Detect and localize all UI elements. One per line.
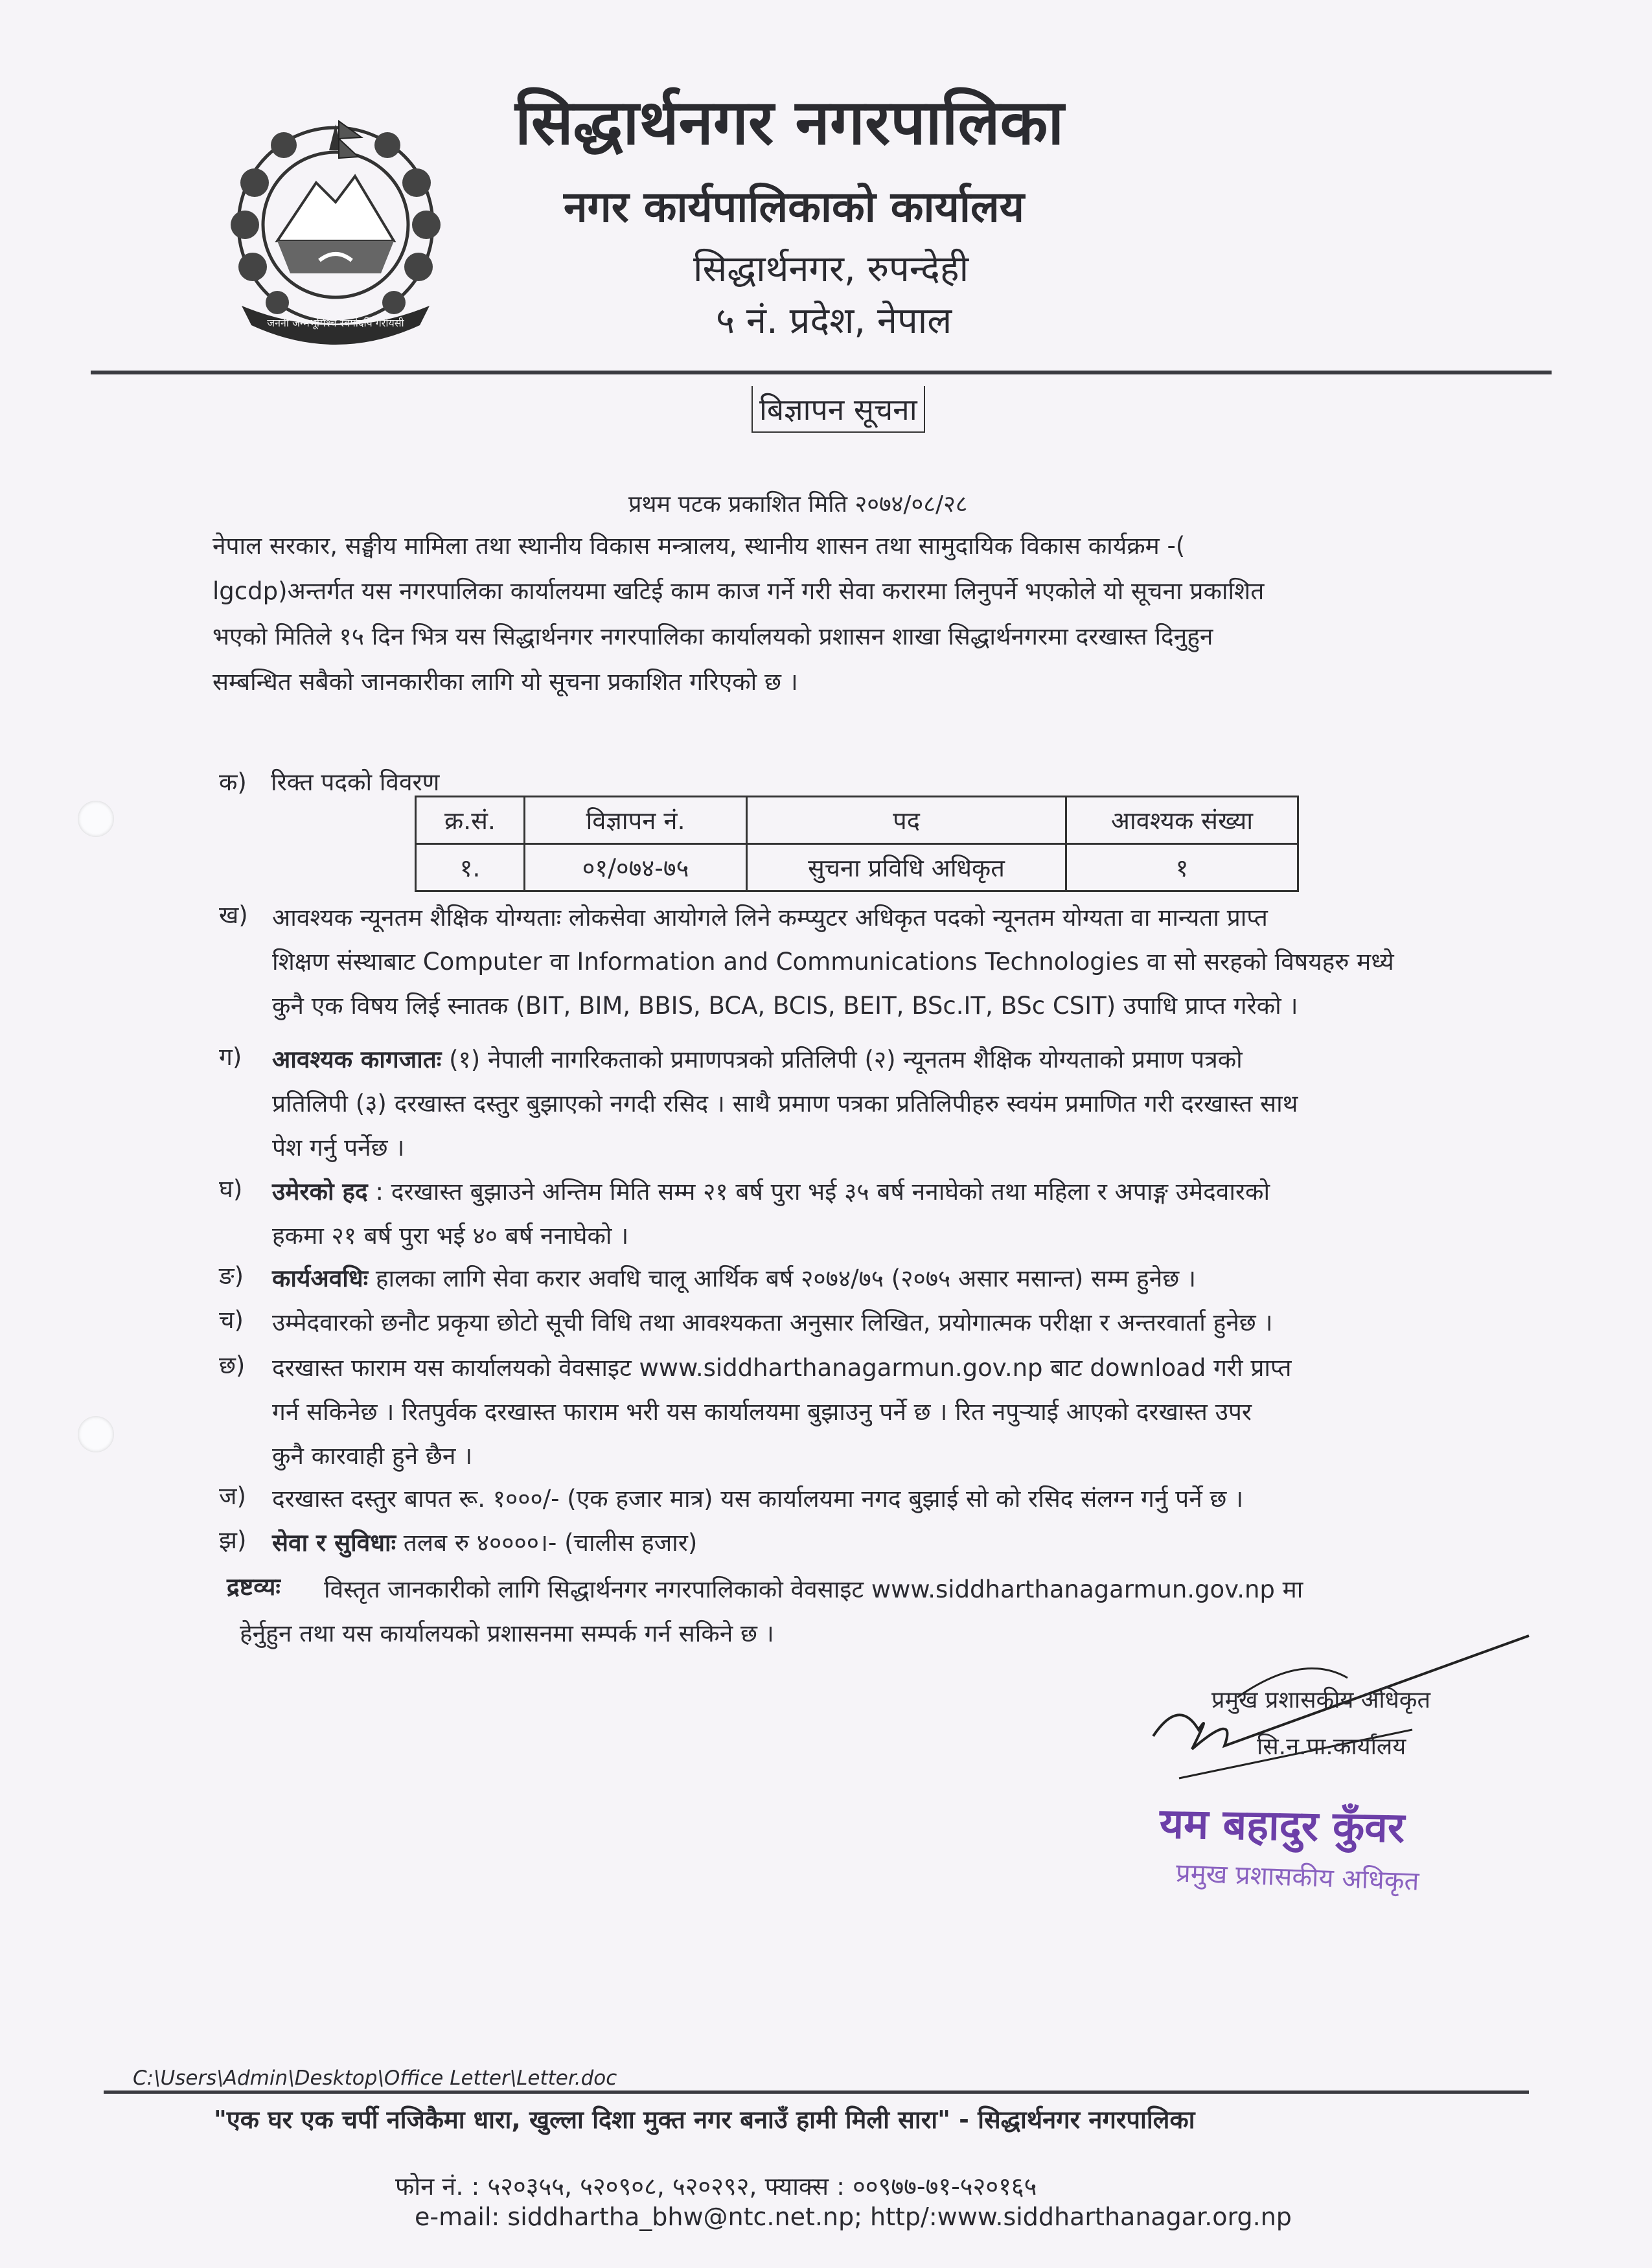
item-line: दरखास्त फाराम यस कार्यालयको वेवसाइट www.siddharthanagarmun.gov.np बाट download गरी प्राप्त	[272, 1354, 1292, 1382]
vacancy-title: रिक्त पदको विवरण	[271, 768, 440, 796]
intro-line: नेपाल सरकार, सङ्घीय मामिला तथा स्थानीय विकास मन्त्रालय, स्थानीय शासन तथा सामुदायिक विकास कार्यक्रम -(	[212, 532, 1186, 560]
item-text: तलब रु ४००००।- (चालीस हजार)	[396, 1529, 698, 1557]
note-line: हेर्नुहुन तथा यस कार्यालयको प्रशासनमा सम्पर्क गर्न सकिने छ ।	[240, 1620, 774, 1647]
fee-item	[272, 1477, 1503, 1521]
application-form-item	[272, 1346, 1503, 1478]
item-line: उम्मेदवारको छनौट प्रकृया छोटो सूची विधि तथा आवश्यकता अनुसार लिखित, प्रयोगात्मक परीक्षा र अन्तरवार्ता हुनेछ ।	[272, 1309, 1273, 1336]
item-bold-label: सेवा र सुविधाः	[272, 1529, 396, 1557]
cell-required-number: १	[1066, 844, 1298, 891]
item-label: च)	[219, 1306, 244, 1334]
header-divider	[91, 371, 1552, 374]
municipality-title: सिद्धार्थनगर नगरपालिका	[515, 86, 1064, 159]
item-line	[272, 1521, 1503, 1565]
vacancy-table	[415, 796, 1299, 892]
item-line	[272, 1170, 1503, 1214]
col-post: पद	[747, 797, 1066, 844]
table-row	[416, 844, 1298, 891]
item-label: ङ)	[219, 1262, 244, 1290]
stamp-name: यम बहादुर कुँवर	[1159, 1800, 1405, 1853]
item-text: : दरखास्त बुझाउने अन्तिम मिति सम्म २१ बर्ष पुरा भई ३५ बर्ष ननाघेको तथा महिला र अपाङ्ग उमेदवारको	[367, 1178, 1270, 1206]
item-line: प्रतिलिपी (३) दरखास्त दस्तुर बुझाएको नगदी रसिद । साथै प्रमाण पत्रका प्रतिलिपीहरु स्वयंम प्रमाणित गरी दरखास्त साथ	[272, 1090, 1298, 1117]
item-label: ख)	[219, 901, 248, 929]
intro-line: भएको मितिले १५ दिन भित्र यस सिद्धार्थनगर नगरपालिका कार्यालयको प्रशासन शाखा सिद्धार्थनगरमा दरखास्त दिनुहुन	[212, 623, 1213, 650]
intro-line: lgcdp)अन्तर्गत यस नगरपालिका कार्यालयमा खटिई काम काज गर्ने गरी सेवा करारमा लिनुपर्ने भएकोले यो सूचना प्रकाशित	[212, 577, 1265, 605]
vacancy-table-header	[416, 797, 1298, 844]
signatory-office: सि.न.पा.कार्यालय	[1257, 1734, 1406, 1760]
signatory-title: प्रमुख प्रशासकीय अधिकृत	[1211, 1687, 1430, 1713]
emblem-motto: जननी जन्मभूमिश्च स्वर्गादपि गरीयसी	[267, 317, 404, 329]
item-line: गर्न सकिनेछ । रितपुर्वक दरखास्त फाराम भरी यस कार्यालयमा बुझाउनु पर्ने छ । रित नपुऱ्याई आएको दरखास्त उपर	[272, 1398, 1252, 1426]
cell-ad-number: ०१/०७४-७५	[525, 844, 747, 891]
file-path: C:\Users\Admin\Desktop\Office Letter\Letter.doc	[133, 2067, 617, 2090]
item-line	[272, 1038, 1503, 1082]
col-serial: क्र.सं.	[416, 797, 525, 844]
office-province: ५ नं. प्रदेश, नेपाल	[716, 300, 952, 342]
item-line	[272, 1257, 1503, 1301]
cell-serial: १.	[416, 844, 525, 891]
intro-paragraph	[212, 523, 1502, 705]
item-line: शिक्षण संस्थाबाट Computer वा Information and Communications Technologies वा सो सरहको विषयहरु मध्ये	[272, 948, 1394, 976]
notice-heading: बिज्ञापन सूचना	[751, 386, 925, 433]
item-line: आवश्यक न्यूनतम शैक्षिक योग्यताः लोकसेवा आयोगले लिने कम्प्युटर अधिकृत पदको न्यूनतम योग्यता वा मान्यता प्राप्त	[272, 904, 1268, 932]
item-label: झ)	[219, 1526, 247, 1554]
age-limit-item	[272, 1170, 1503, 1258]
item-label: घ)	[219, 1175, 243, 1203]
intro-line: सम्बन्धित सबैको जानकारीका लागि यो सूचना प्रकाशित गरिएको छ ।	[212, 668, 798, 696]
office-location: सिद्धार्थनगर, रुपन्देही	[693, 248, 969, 290]
selection-item	[272, 1301, 1503, 1345]
item-bold-label: उमेरको हद	[272, 1178, 368, 1206]
office-subtitle: नगर कार्यपालिकाको कार्यालय	[564, 181, 1024, 232]
col-required-number: आवश्यक संख्या	[1066, 797, 1298, 844]
footer-phone: फोन नं. : ५२०३५५, ५२०९०८, ५२०२९२, फ्याक्स : ००९७७-७१-५२०१६५	[395, 2172, 1037, 2201]
footer-email: e-mail: siddhartha_bhw@ntc.net.np; http/:www.siddharthanagar.org.np	[415, 2203, 1292, 2231]
stamp-title: प्रमुख प्रशासकीय अधिकृत	[1175, 1858, 1420, 1897]
footer-divider	[104, 2090, 1529, 2094]
item-label: ग)	[219, 1043, 242, 1071]
punch-hole-top	[78, 801, 114, 837]
footer-slogan: "एक घर एक चर्पी नजिकैमा धारा, खुल्ला दिशा मुक्त नगर बनाउँ हामी मिली सारा" - सिद्धार्थनगर नगरपालिका	[214, 2105, 1195, 2134]
cell-post: सुचना प्रविधि अधिकृत	[747, 844, 1066, 891]
item-line: पेश गर्नु पर्नेछ ।	[272, 1134, 405, 1162]
nepal-emblem	[206, 111, 465, 345]
punch-hole-bottom	[78, 1416, 114, 1452]
item-line: दरखास्त दस्तुर बापत रू. १०००/- (एक हजार मात्र) यस कार्यालयमा नगद बुझाई सो को रसिद संलग्न गर्नु पर्ने छ ।	[272, 1485, 1244, 1513]
documents-item	[272, 1038, 1503, 1170]
note-label: द्रष्टव्यः	[227, 1573, 281, 1601]
col-ad-number: विज्ञापन नं.	[525, 797, 747, 844]
item-text: (१) नेपाली नागरिकताको प्रमाणपत्रको प्रतिलिपी (२) न्यूनतम शैक्षिक योग्यताको प्रमाण पत्रको	[441, 1046, 1243, 1073]
item-line: हकमा २१ बर्ष पुरा भई ४० बर्ष ननाघेको ।	[272, 1222, 629, 1250]
publish-date: प्रथम पटक प्रकाशित मिति २०७४/०८/२८	[628, 491, 968, 518]
item-line: कुनै कारवाही हुने छैन ।	[272, 1442, 473, 1470]
vacancy-label: क)	[219, 768, 247, 796]
term-item	[272, 1257, 1503, 1301]
note-line: विस्तृत जानकारीको लागि सिद्धार्थनगर नगरपालिकाको वेवसाइट www.siddharthanagarmun.gov.np मा	[324, 1575, 1303, 1603]
item-text: हालका लागि सेवा करार अवधि चालू आर्थिक बर्ष २०७४/७५ (२०७५ असार मसान्त) सम्म हुनेछ ।	[368, 1265, 1196, 1292]
item-bold-label: आवश्यक कागजातः	[272, 1046, 442, 1073]
qualification-item	[272, 896, 1503, 1028]
item-label: छ)	[219, 1351, 246, 1379]
item-bold-label: कार्यअवधिः	[272, 1265, 369, 1292]
item-label: ज)	[219, 1482, 246, 1510]
salary-item	[272, 1521, 1503, 1565]
item-line: कुनै एक विषय लिई स्नातक (BIT, BIM, BBIS, BCA, BCIS, BEIT, BSc.IT, BSc CSIT) उपाधि प्राप्त गरेको ।	[272, 992, 1298, 1020]
